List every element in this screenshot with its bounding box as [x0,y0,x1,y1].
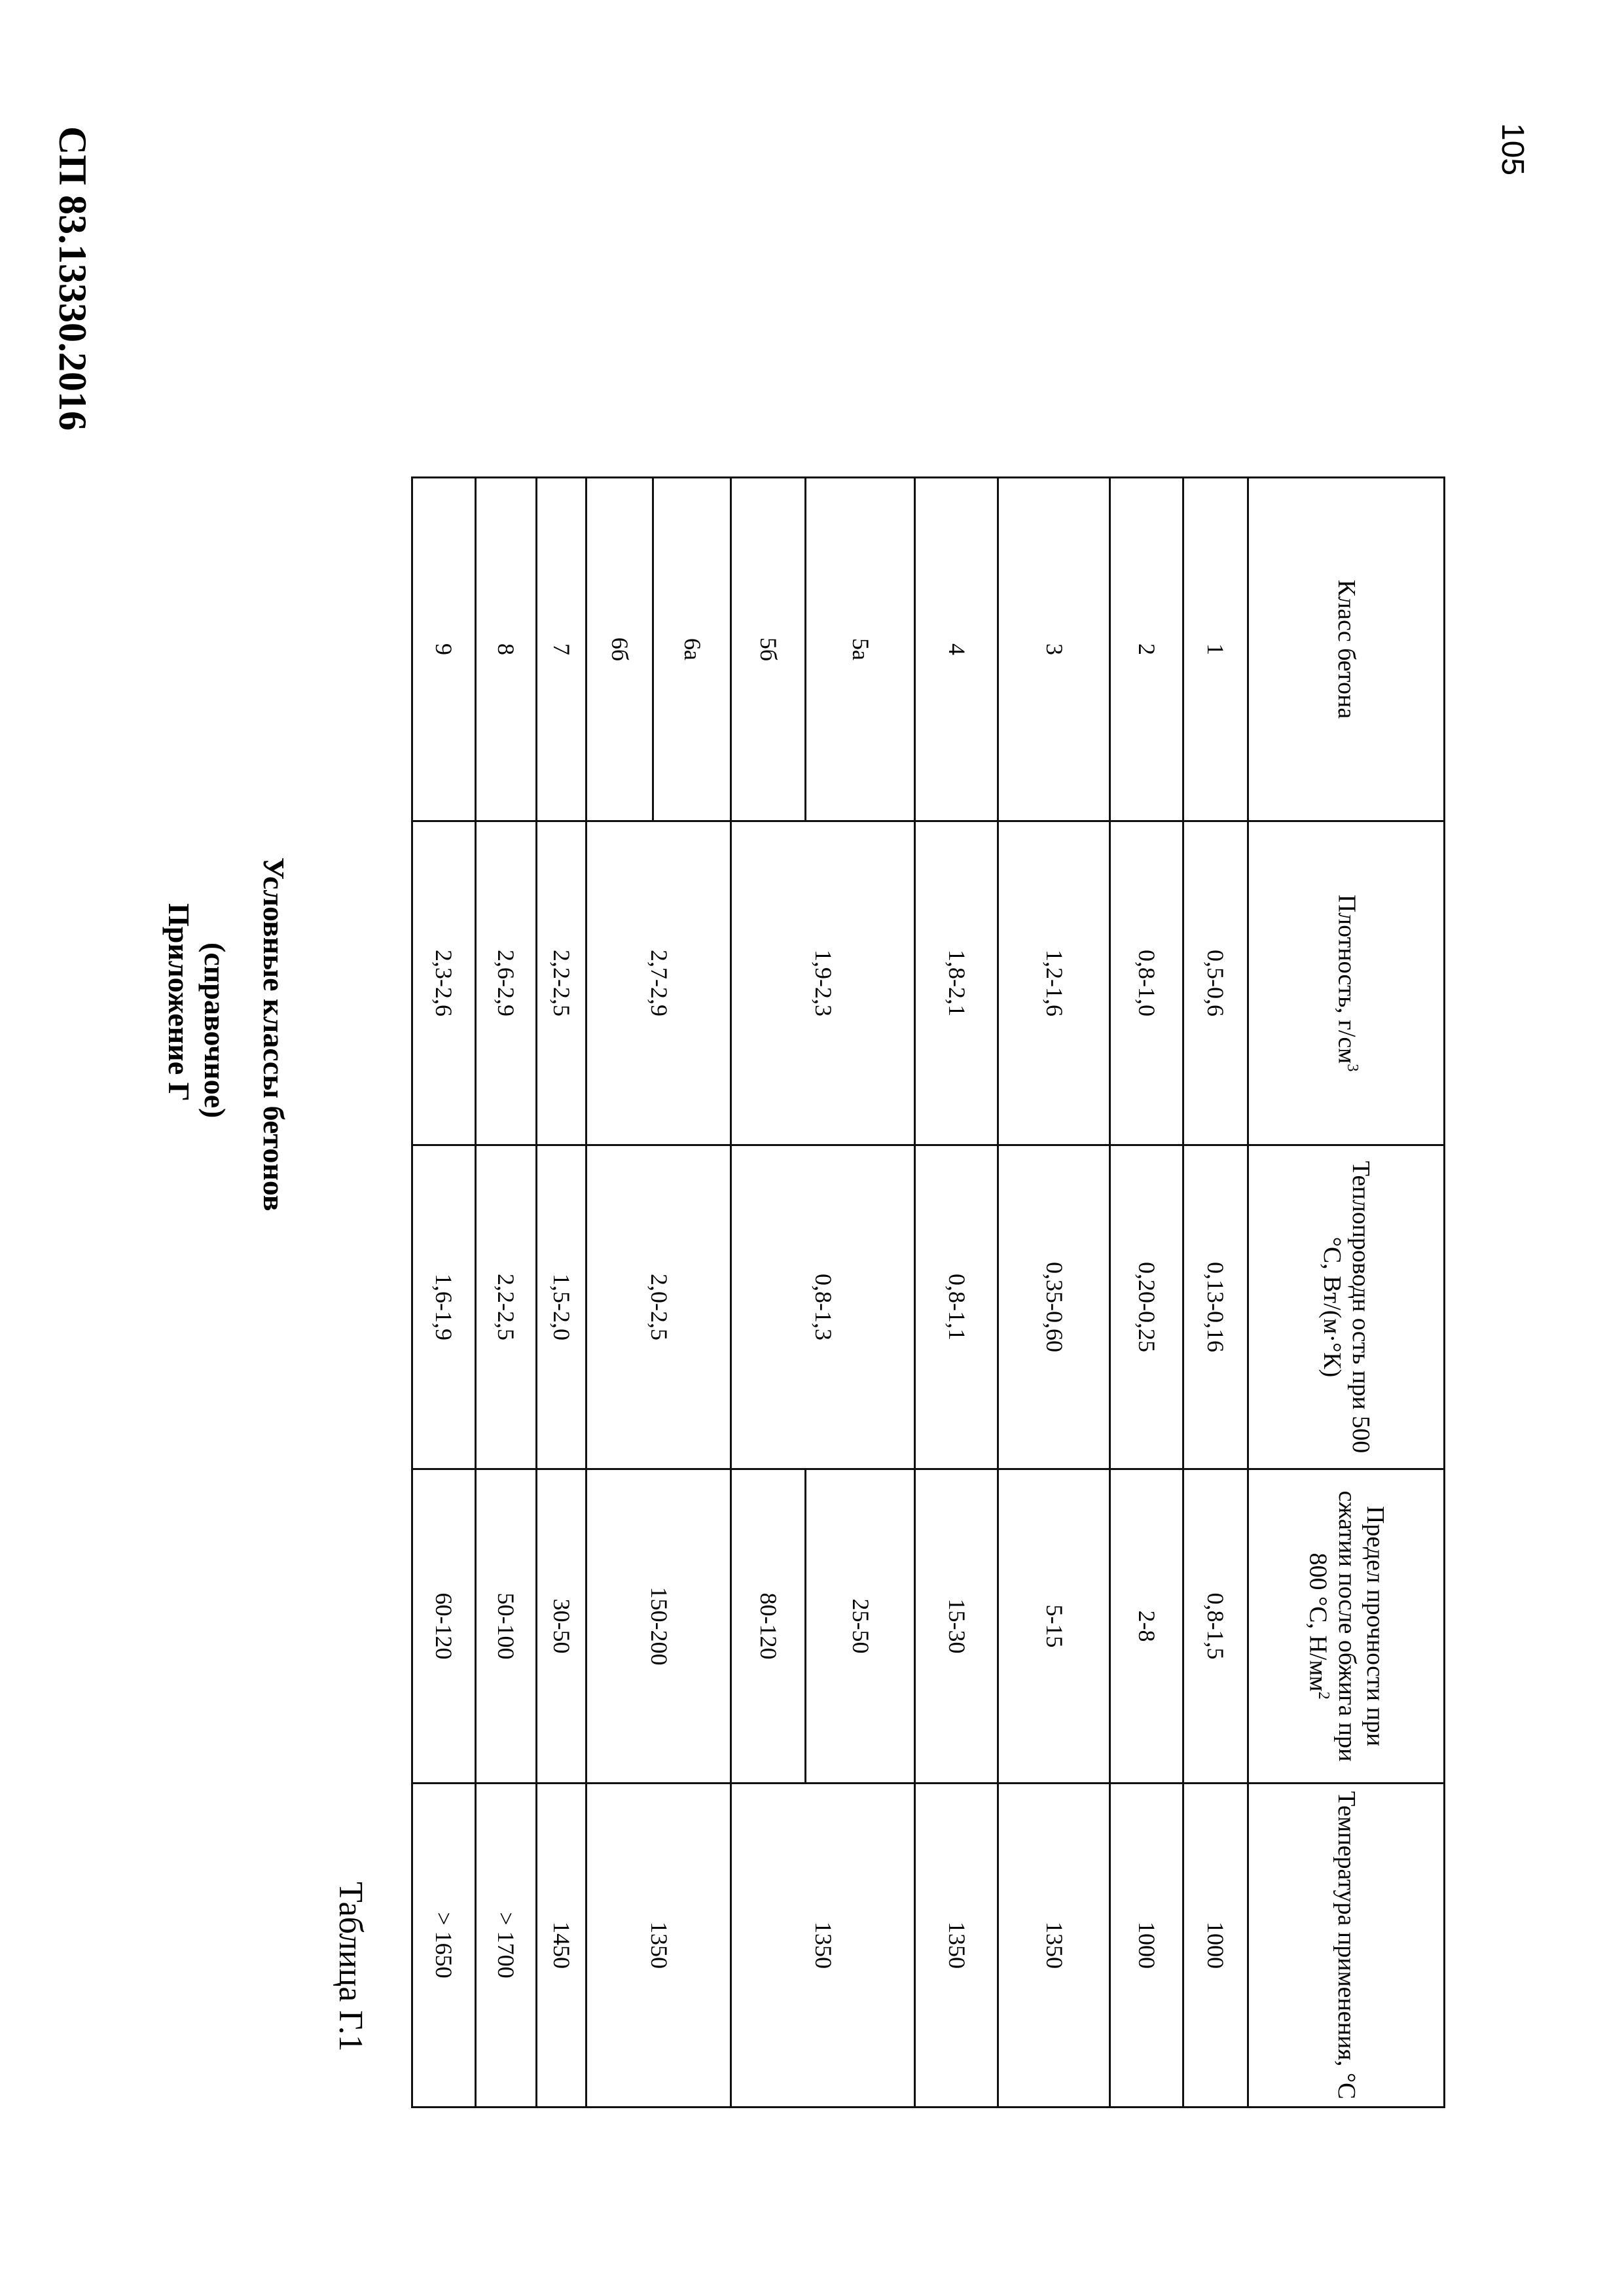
appendix-title: Приложение Г [162,903,196,1102]
cell-class: 4 [915,478,998,821]
cell-class: 2 [1110,478,1183,821]
cell-density: 0,8-1,0 [1110,821,1183,1145]
cell-temperature: 1000 [1183,1784,1248,2108]
table-label: Таблица Г.1 [332,1882,369,2052]
table-title: Условные классы бетонов [257,857,291,1211]
cell-strength: 5-15 [998,1469,1110,1784]
cell-density: 2,7-2,9 [586,821,731,1145]
cell-density: 2,3-2,6 [412,821,476,1145]
cell-class: 1 [1183,478,1248,821]
cell-conductivity: 0,8-1,1 [915,1145,998,1469]
cell-temperature: 1350 [586,1784,731,2108]
table-row [412,478,476,2108]
cell-class: 6а [653,478,731,821]
cell-density: 1,9-2,3 [731,821,915,1145]
cell-strength: 0,8-1,5 [1183,1469,1248,1784]
cell-conductivity: 0,8-1,3 [731,1145,915,1469]
header-class: Класс бетона [1248,478,1445,821]
cell-strength: 2-8 [1110,1469,1183,1784]
table-row [1110,478,1183,2108]
cell-strength: 50-100 [475,1469,536,1784]
header-density: Плотность, $г/см^3$ [1248,821,1445,1145]
concrete-classes-table-container [411,476,1445,2106]
document-code: СП 83.13330.2016 [51,126,94,431]
appendix-subtitle: (справочное) [198,942,232,1119]
table-row [475,478,536,2108]
table-row [998,478,1110,2108]
cell-conductivity: 2,2-2,5 [475,1145,536,1469]
header-strength: Предел прочности при сжатии после обжига при 800 °С, $Н/мм^2$ [1248,1469,1445,1784]
cell-conductivity: 1,5-2,0 [536,1145,586,1469]
table-row [536,478,586,2108]
concrete-classes-table [411,476,1445,2108]
cell-conductivity: 0,13-0,16 [1183,1145,1248,1469]
cell-class: 6б [586,478,653,821]
cell-class: 8 [475,478,536,821]
cell-conductivity: 0,20-0,25 [1110,1145,1183,1469]
cell-conductivity: 1,6-1,9 [412,1145,476,1469]
table-row [915,478,998,2108]
cell-class: 5б [731,478,806,821]
table-header-row [1248,478,1445,2108]
cell-density: 2,2-2,5 [536,821,586,1145]
cell-class: 9 [412,478,476,821]
header-temperature: Температура применения, °С [1248,1784,1445,2108]
cell-strength: 150-200 [586,1469,731,1784]
cell-density: 0,5-0,6 [1183,821,1248,1145]
cell-class: 7 [536,478,586,821]
cell-temperature: 1450 [536,1784,586,2108]
cell-temperature: > 1650 [412,1784,476,2108]
cell-strength: 60-120 [412,1469,476,1784]
cell-temperature: 1350 [915,1784,998,2108]
table-row [1183,478,1248,2108]
cell-density: 1,8-2,1 [915,821,998,1145]
cell-temperature: 1350 [998,1784,1110,2108]
cell-strength: 80-120 [731,1469,806,1784]
cell-conductivity: 0,35-0,60 [998,1145,1110,1469]
cell-temperature: 1000 [1110,1784,1183,2108]
cell-class: 5а [805,478,914,821]
page-number: 105 [1495,123,1530,176]
cell-density: 1,2-1,6 [998,821,1110,1145]
cell-temperature: > 1700 [475,1784,536,2108]
cell-strength: 15-30 [915,1469,998,1784]
cell-temperature: 1350 [731,1784,915,2108]
table-row [805,478,914,2108]
header-conductivity: Теплопроводн ость при 500 °С, Вт/(м·°К) [1248,1145,1445,1469]
cell-class: 3 [998,478,1110,821]
cell-strength: 30-50 [536,1469,586,1784]
cell-density: 2,6-2,9 [475,821,536,1145]
cell-strength: 25-50 [805,1469,914,1784]
cell-conductivity: 2,0-2,5 [586,1145,731,1469]
table-row [653,478,731,2108]
